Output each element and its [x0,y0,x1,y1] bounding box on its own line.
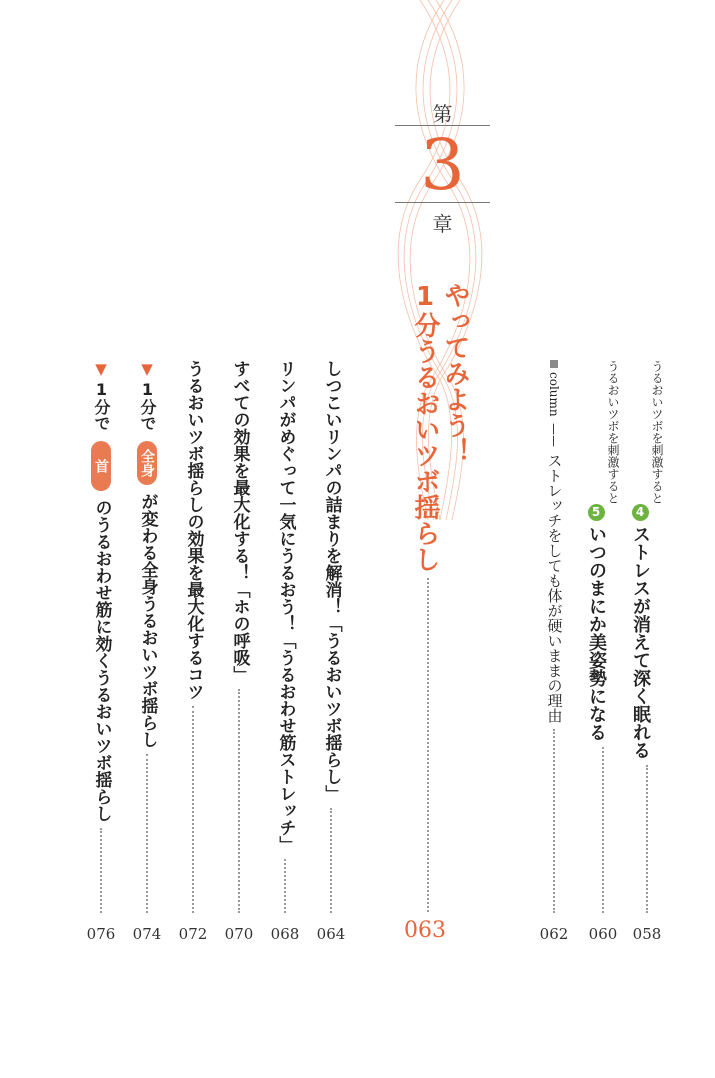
toc-number-badge: 4 [632,504,649,521]
toc-entry-072[interactable] [178,360,208,913]
toc-number-badge: 5 [588,504,605,521]
column-label: column [547,372,561,417]
chapter-title-line2: 1分うるおいツボ揺らし [410,282,440,572]
triangle-marker-icon: ▼ [141,360,153,378]
toc-entry-title: すべての効果を最大化する！「ホの呼吸」 [229,360,250,683]
page-number-068: 068 [270,925,300,943]
chapter-heading [395,90,490,235]
toc-entry-badge: 首 [91,441,111,491]
chapter-title-page: 063 [404,918,446,943]
page-number-070: 070 [224,925,254,943]
toc-entry-title: うるおいツボ揺らしの効果を最大化するコツ [183,360,204,700]
leader-dots [284,859,286,913]
leader-dots [427,578,429,912]
page-number-060: 060 [588,925,618,943]
toc-entry-title: ストレスが消えて深く眠れる [630,525,651,759]
toc-entry-title: しつこいリンパの詰まりを解消！「うるおいツボ揺らし」 [321,360,342,802]
leader-dots [646,765,648,913]
toc-entry-058[interactable] [630,360,664,913]
leader-dots [192,706,194,913]
toc-entry-064[interactable] [316,360,346,913]
toc-entry-060[interactable] [586,360,620,913]
toc-entry-074[interactable] [132,360,162,913]
toc-entry-pre: うるおいツボを刺激すると [606,360,620,504]
chapter-number: 3 [420,124,465,206]
leader-dots [602,747,604,913]
page-number-076: 076 [86,925,116,943]
chapter-suffix: 章 [432,212,453,236]
column-dash: —— [547,422,561,447]
toc-entry-title: が変わる全身うるおいツボ揺らし [137,493,158,748]
toc-entry-badge: 全身 [137,441,157,485]
leader-dots [238,689,240,913]
chapter-title[interactable] [410,282,470,912]
toc-entry-068[interactable] [270,360,300,913]
page-number-062: 062 [539,925,569,943]
toc-entry-title: いつのまにか美姿勢になる [586,525,607,741]
leader-dots [330,808,332,913]
toc-entry-062[interactable] [543,360,565,913]
toc-entry-pre: うるおいツボを刺激すると [650,360,664,504]
chapter-title-line1: やってみよう！ [440,282,470,464]
leader-dots [100,828,102,913]
leader-dots [553,729,555,913]
page-number-074: 074 [132,925,162,943]
chapter-prefix: 第 [432,102,453,126]
page-number-058: 058 [632,925,662,943]
toc-entry-076[interactable] [86,360,116,913]
leader-dots [146,754,148,913]
column-square-icon [550,360,558,368]
page-number-064: 064 [316,925,346,943]
triangle-marker-icon: ▼ [95,360,107,378]
chapter-rule-bottom [395,202,490,203]
toc-entry-070[interactable] [224,360,254,913]
toc-entry-pre: 1分で [138,380,157,431]
toc-entry-title: ストレッチをしても体が硬いままの理由 [545,452,564,723]
page-number-072: 072 [178,925,208,943]
toc-entry-title: リンパがめぐって一気にうるおう！「うるおわせ筋ストレッチ」 [275,360,296,853]
toc-entry-pre: 1分で [92,380,111,431]
toc-entry-title: のうるおわせ筋に効くうるおいツボ揺らし [91,499,112,822]
